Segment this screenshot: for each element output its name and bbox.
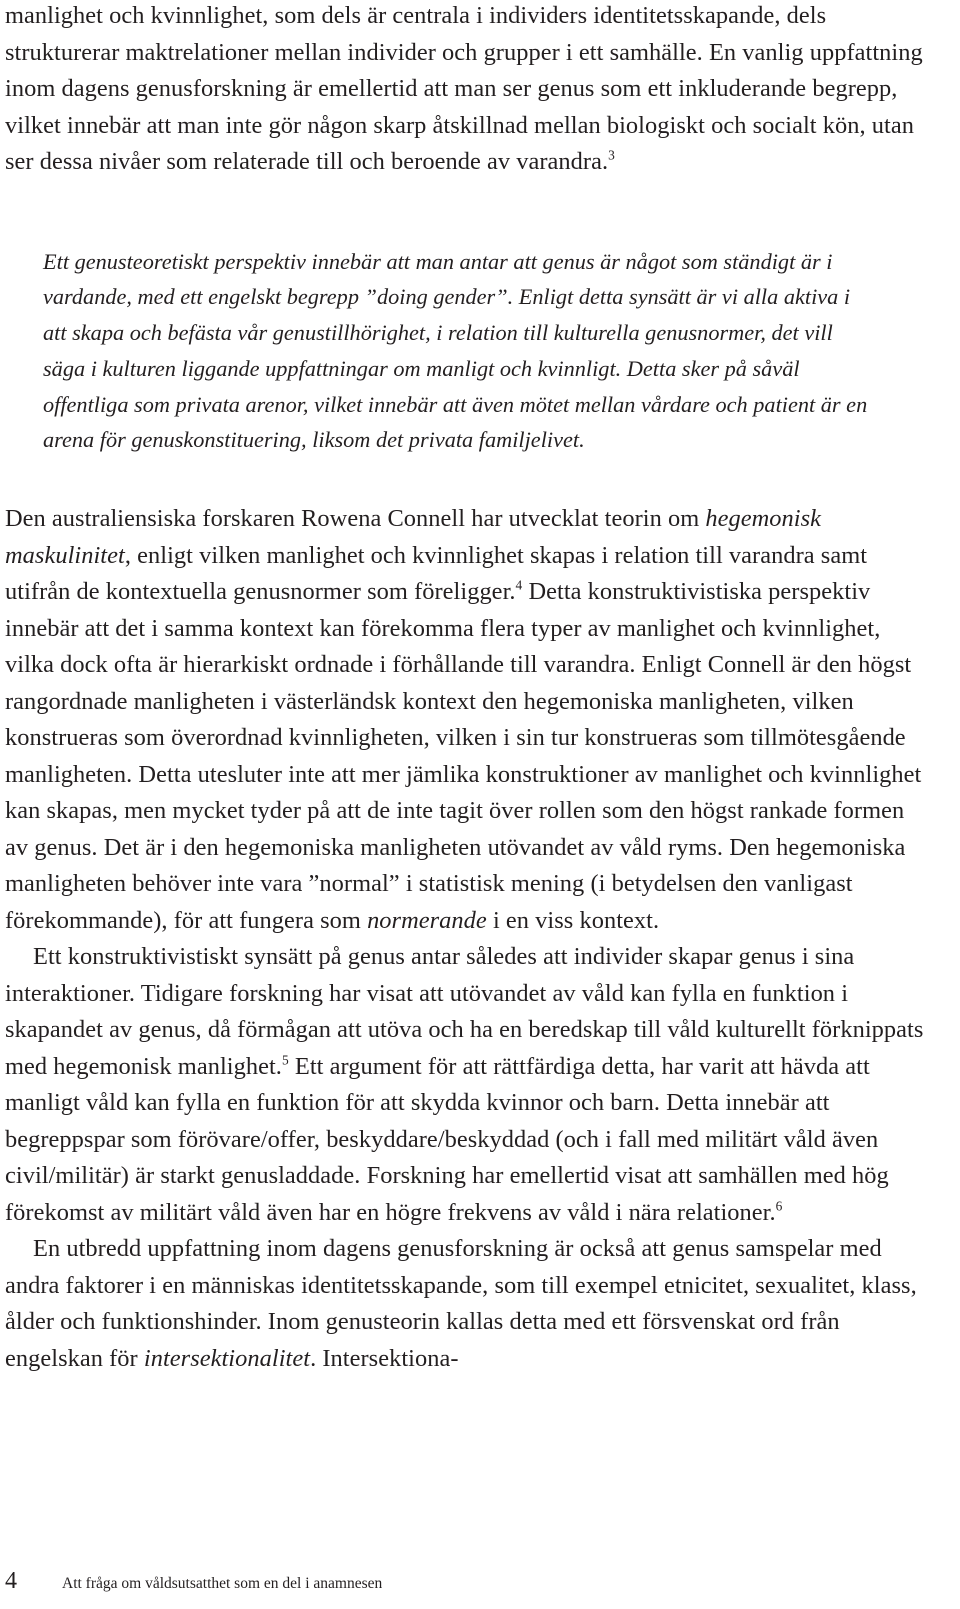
paragraph-text: Detta konstruktivistiska perspektiv innebär att det i samma kontext kan förekomma flera typer av manlighet och kvinnlighet, vilka dock ofta är hierarkiskt ordnade i förhållande till varandra. Enligt Connell är den högst rangordnade manligheten i västerländsk kontext den hegemoniska manligheten, vilken konstrueras som överordnad kvinnligheten, vilken i sin tur konstrueras som tillmötesgående manligheten. Detta utesluter inte att mer jämlika konstruktioner av manlighet och kvinnlighet kan skapas, men mycket tyder på att de inte tagit över rollen som den högst rankade formen av genus. Det är i den hegemoniska manligheten utövandet av våld ryms. Den hegemoniska manligheten behöver inte vara ”normal” i statistisk mening (i betydelsen den vanligast förekommande), för att fungera som <box>5 578 922 934</box>
paragraph-text: i en viss kontext. <box>486 906 660 934</box>
paragraph <box>5 939 933 1231</box>
paragraph <box>5 1231 933 1377</box>
block-quote <box>43 244 873 459</box>
paragraph-text: manlighet och kvinnlighet, som dels är centrala i individers identitetsskapande, dels strukturerar maktrelationer mellan individer och grupper i ett samhälle. En vanlig uppfattning inom dagens genusforskning är emellertid att man ser genus som ett inkluderande begrepp, vilket innebär att man inte gör någon skarp åtskillnad mellan biologiskt och socialt kön, utan ser dessa nivåer som relaterade till och beroende av varandra. <box>5 2 923 175</box>
paragraph-text: , enligt vilken manlighet och kvinnlighet skapas i relation till varandra samt utifrån de kontextuella genusnormer som föreligger. <box>5 541 868 606</box>
paragraph-text: Ett argument för att rättfärdiga detta, har varit att hävda att manligt våld kan fylla en funktion för att skydda kvinnor och barn. Detta innebär att begreppspar som förövare/offer, beskyddare/beskyddad (och i fall med militärt våld även civil/militär) är starkt genusladdade. Forskning har emellertid visat att samhällen med hög förekomst av militärt våld även har en högre frekvens av våld i nära relationer. <box>5 1052 889 1226</box>
footnote-marker[interactable]: 5 <box>281 1052 289 1068</box>
paragraph-text: Ett konstruktivistiskt synsätt på genus antar således att individer skapar genus i sina interaktioner. Tidigare forskning har visat att utövandet av våld kan fylla en funktion i skapandet av genus, då förmågan att utöva och ha en beredskap till våld kulturellt förknippats med hegemonisk manlighet. <box>5 943 924 1080</box>
page-footer <box>5 1568 382 1595</box>
emphasized-term: intersektionalitet <box>143 1344 311 1372</box>
document-page <box>5 0 933 1377</box>
running-head: Att fråga om våldsutsatthet som en del i anamnesen <box>62 1575 383 1592</box>
emphasized-term: hegemonisk maskulinitet <box>5 505 822 569</box>
quote-text: Ett genusteoretiskt perspektiv innebär att man antar att genus är något som ständigt är i vardande, med ett engelskt begrepp ”doing gender”. Enligt detta synsätt är vi alla aktiva i att skapa och befästa vår genustillhörighet, i relation till kulturella genusnormer, det vill säga i kulturen liggande uppfattningar om manligt och kvinnligt. Detta sker på såväl offentliga som privata arenor, vilket innebär att även mötet mellan vårdare och patient är en arena för genuskonstituering, liksom det privata familjelivet. <box>43 248 868 453</box>
emphasized-term: normerande <box>367 906 487 934</box>
footnote-marker[interactable]: 3 <box>608 147 615 163</box>
paragraph <box>5 0 933 181</box>
footnote-marker[interactable]: 4 <box>515 577 523 593</box>
paragraph <box>5 501 933 939</box>
page-number: 4 <box>5 1568 17 1594</box>
paragraph-text: . Intersektiona- <box>310 1344 459 1372</box>
footnote-marker[interactable]: 6 <box>775 1198 783 1214</box>
paragraph-text: Den australiensiska forskaren Rowena Connell har utvecklat teorin om <box>5 505 706 533</box>
paragraph-text: En utbredd uppfattning inom dagens genusforskning är också att genus samspelar med andra faktorer i en människas identitetsskapande, som till exempel etnicitet, sexualitet, klass, ålder och funktionshinder. Inom genusteorin kallas detta med ett försvenskat ord från engelskan för <box>5 1235 917 1372</box>
